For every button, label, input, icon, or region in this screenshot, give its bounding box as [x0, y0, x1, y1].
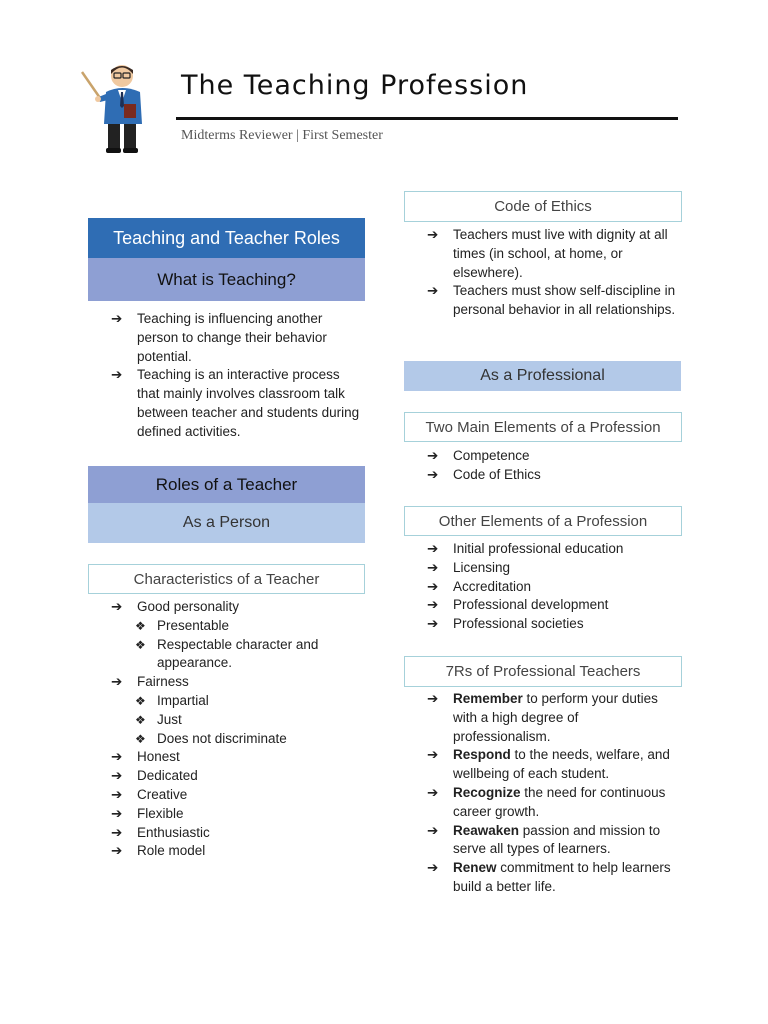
page-subtitle: Midterms Reviewer | First Semester [181, 128, 383, 143]
list-item: ➔ Teaching is an interactive process that mainly involves classroom talk between teacher and students during defined activities. [111, 367, 360, 439]
list-item: ➔ Fairness [111, 673, 361, 692]
section-title-teaching-roles: Teaching and Teacher Roles [88, 218, 365, 258]
list-item: ➔ Recognize the need for continuous career growth. [427, 784, 666, 819]
diamond-icon: ❖ [135, 693, 146, 708]
list-item: ➔ Teachers must show self-discipline in personal behavior in all relationships. [427, 283, 676, 318]
sub-list-container [111, 692, 361, 748]
arrow-icon: ➔ [427, 860, 439, 876]
teacher-mascot-illustration [78, 62, 150, 154]
arrow-icon: ➔ [427, 227, 439, 242]
sevenrs-list [427, 690, 679, 897]
arrow-icon: ➔ [427, 597, 439, 613]
list-item: ➔ Initial professional education [427, 540, 679, 559]
sub-list-item: ❖ Impartial [111, 692, 361, 711]
arrow-icon: ➔ [111, 749, 123, 765]
heading-roles-of-teacher: Roles of a Teacher [88, 466, 365, 503]
arrow-icon: ➔ [111, 599, 123, 614]
sub-list-item: ❖ Presentable [111, 617, 361, 636]
code-of-ethics-list [427, 226, 679, 320]
list-item: ➔ Respond to the needs, welfare, and wellbeing of each student. [427, 747, 670, 782]
list-item: ➔ Honest [111, 748, 361, 767]
list-item: ➔ Enthusiastic [111, 824, 361, 843]
list-item: ➔ Licensing [427, 559, 679, 578]
heading-two-main-elements: Two Main Elements of a Profession [404, 412, 682, 442]
sub-list-item: ❖ Respectable character and appearance. [135, 636, 319, 671]
heading-characteristics: Characteristics of a Teacher [88, 564, 365, 594]
heading-7rs: 7Rs of Professional Teachers [404, 656, 682, 687]
diamond-icon: ❖ [135, 618, 146, 633]
list-item: ➔ Competence [427, 447, 679, 466]
arrow-icon: ➔ [427, 541, 439, 556]
arrow-icon: ➔ [111, 805, 123, 821]
arrow-icon: ➔ [427, 784, 439, 800]
arrow-icon: ➔ [427, 466, 439, 482]
arrow-icon: ➔ [111, 824, 123, 840]
list-item: ➔ Teachers must live with dignity at all times (in school, at home, or elsewhere). [427, 227, 668, 280]
sub-list-item: ❖ Just [111, 711, 361, 730]
list-item: ➔ Flexible [111, 805, 361, 824]
what-is-teaching-list [111, 310, 361, 442]
list-item: ➔ Accreditation [427, 578, 679, 597]
arrow-icon: ➔ [111, 768, 123, 784]
arrow-icon: ➔ [427, 691, 439, 706]
arrow-icon: ➔ [427, 616, 439, 632]
arrow-icon: ➔ [427, 559, 439, 575]
list-item: ➔ Remember to perform your duties with a high degree of professionalism. [427, 691, 658, 744]
arrow-icon: ➔ [111, 843, 123, 859]
arrow-icon: ➔ [111, 367, 123, 383]
diamond-icon: ❖ [135, 712, 146, 727]
heading-as-a-professional: As a Professional [404, 361, 681, 391]
other-elements-list [427, 540, 679, 634]
arrow-icon: ➔ [427, 448, 439, 463]
sub-list-item: ❖ Does not discriminate [111, 730, 361, 749]
page-title: The Teaching Profession [181, 70, 529, 101]
characteristics-list [111, 598, 361, 861]
heading-as-a-person: As a Person [88, 503, 365, 543]
heading-what-is-teaching: What is Teaching? [88, 258, 365, 301]
list-item: ➔ Professional development [427, 596, 679, 615]
list-item: ➔ Role model [111, 842, 361, 861]
list-item: ➔ Teaching is influencing another person to change their behavior potential. [111, 311, 327, 364]
arrow-icon: ➔ [111, 674, 123, 690]
list-item: ➔ Good personality [111, 598, 361, 617]
fairness-sublist [111, 692, 361, 748]
list-item: ➔ Creative [111, 786, 361, 805]
arrow-icon: ➔ [427, 822, 439, 838]
list-item: ➔ Professional societies [427, 615, 679, 634]
arrow-icon: ➔ [427, 747, 439, 763]
arrow-icon: ➔ [427, 578, 439, 594]
list-item: ➔ Dedicated [111, 767, 361, 786]
list-item: ➔ Renew commitment to help learners build a better life. [427, 860, 671, 894]
list-item: ➔ Code of Ethics [427, 466, 679, 485]
two-main-elements-list [427, 447, 679, 485]
diamond-icon: ❖ [135, 637, 146, 652]
diamond-icon: ❖ [135, 731, 146, 746]
heading-code-of-ethics: Code of Ethics [404, 191, 682, 222]
arrow-icon: ➔ [111, 786, 123, 802]
arrow-icon: ➔ [111, 311, 123, 326]
sub-list-container [111, 617, 361, 673]
list-item: ➔ Reawaken passion and mission to serve all types of learners. [427, 822, 661, 857]
heading-other-elements: Other Elements of a Profession [404, 506, 682, 536]
title-divider [176, 117, 678, 120]
arrow-icon: ➔ [427, 283, 439, 299]
good-personality-sublist [111, 617, 361, 673]
